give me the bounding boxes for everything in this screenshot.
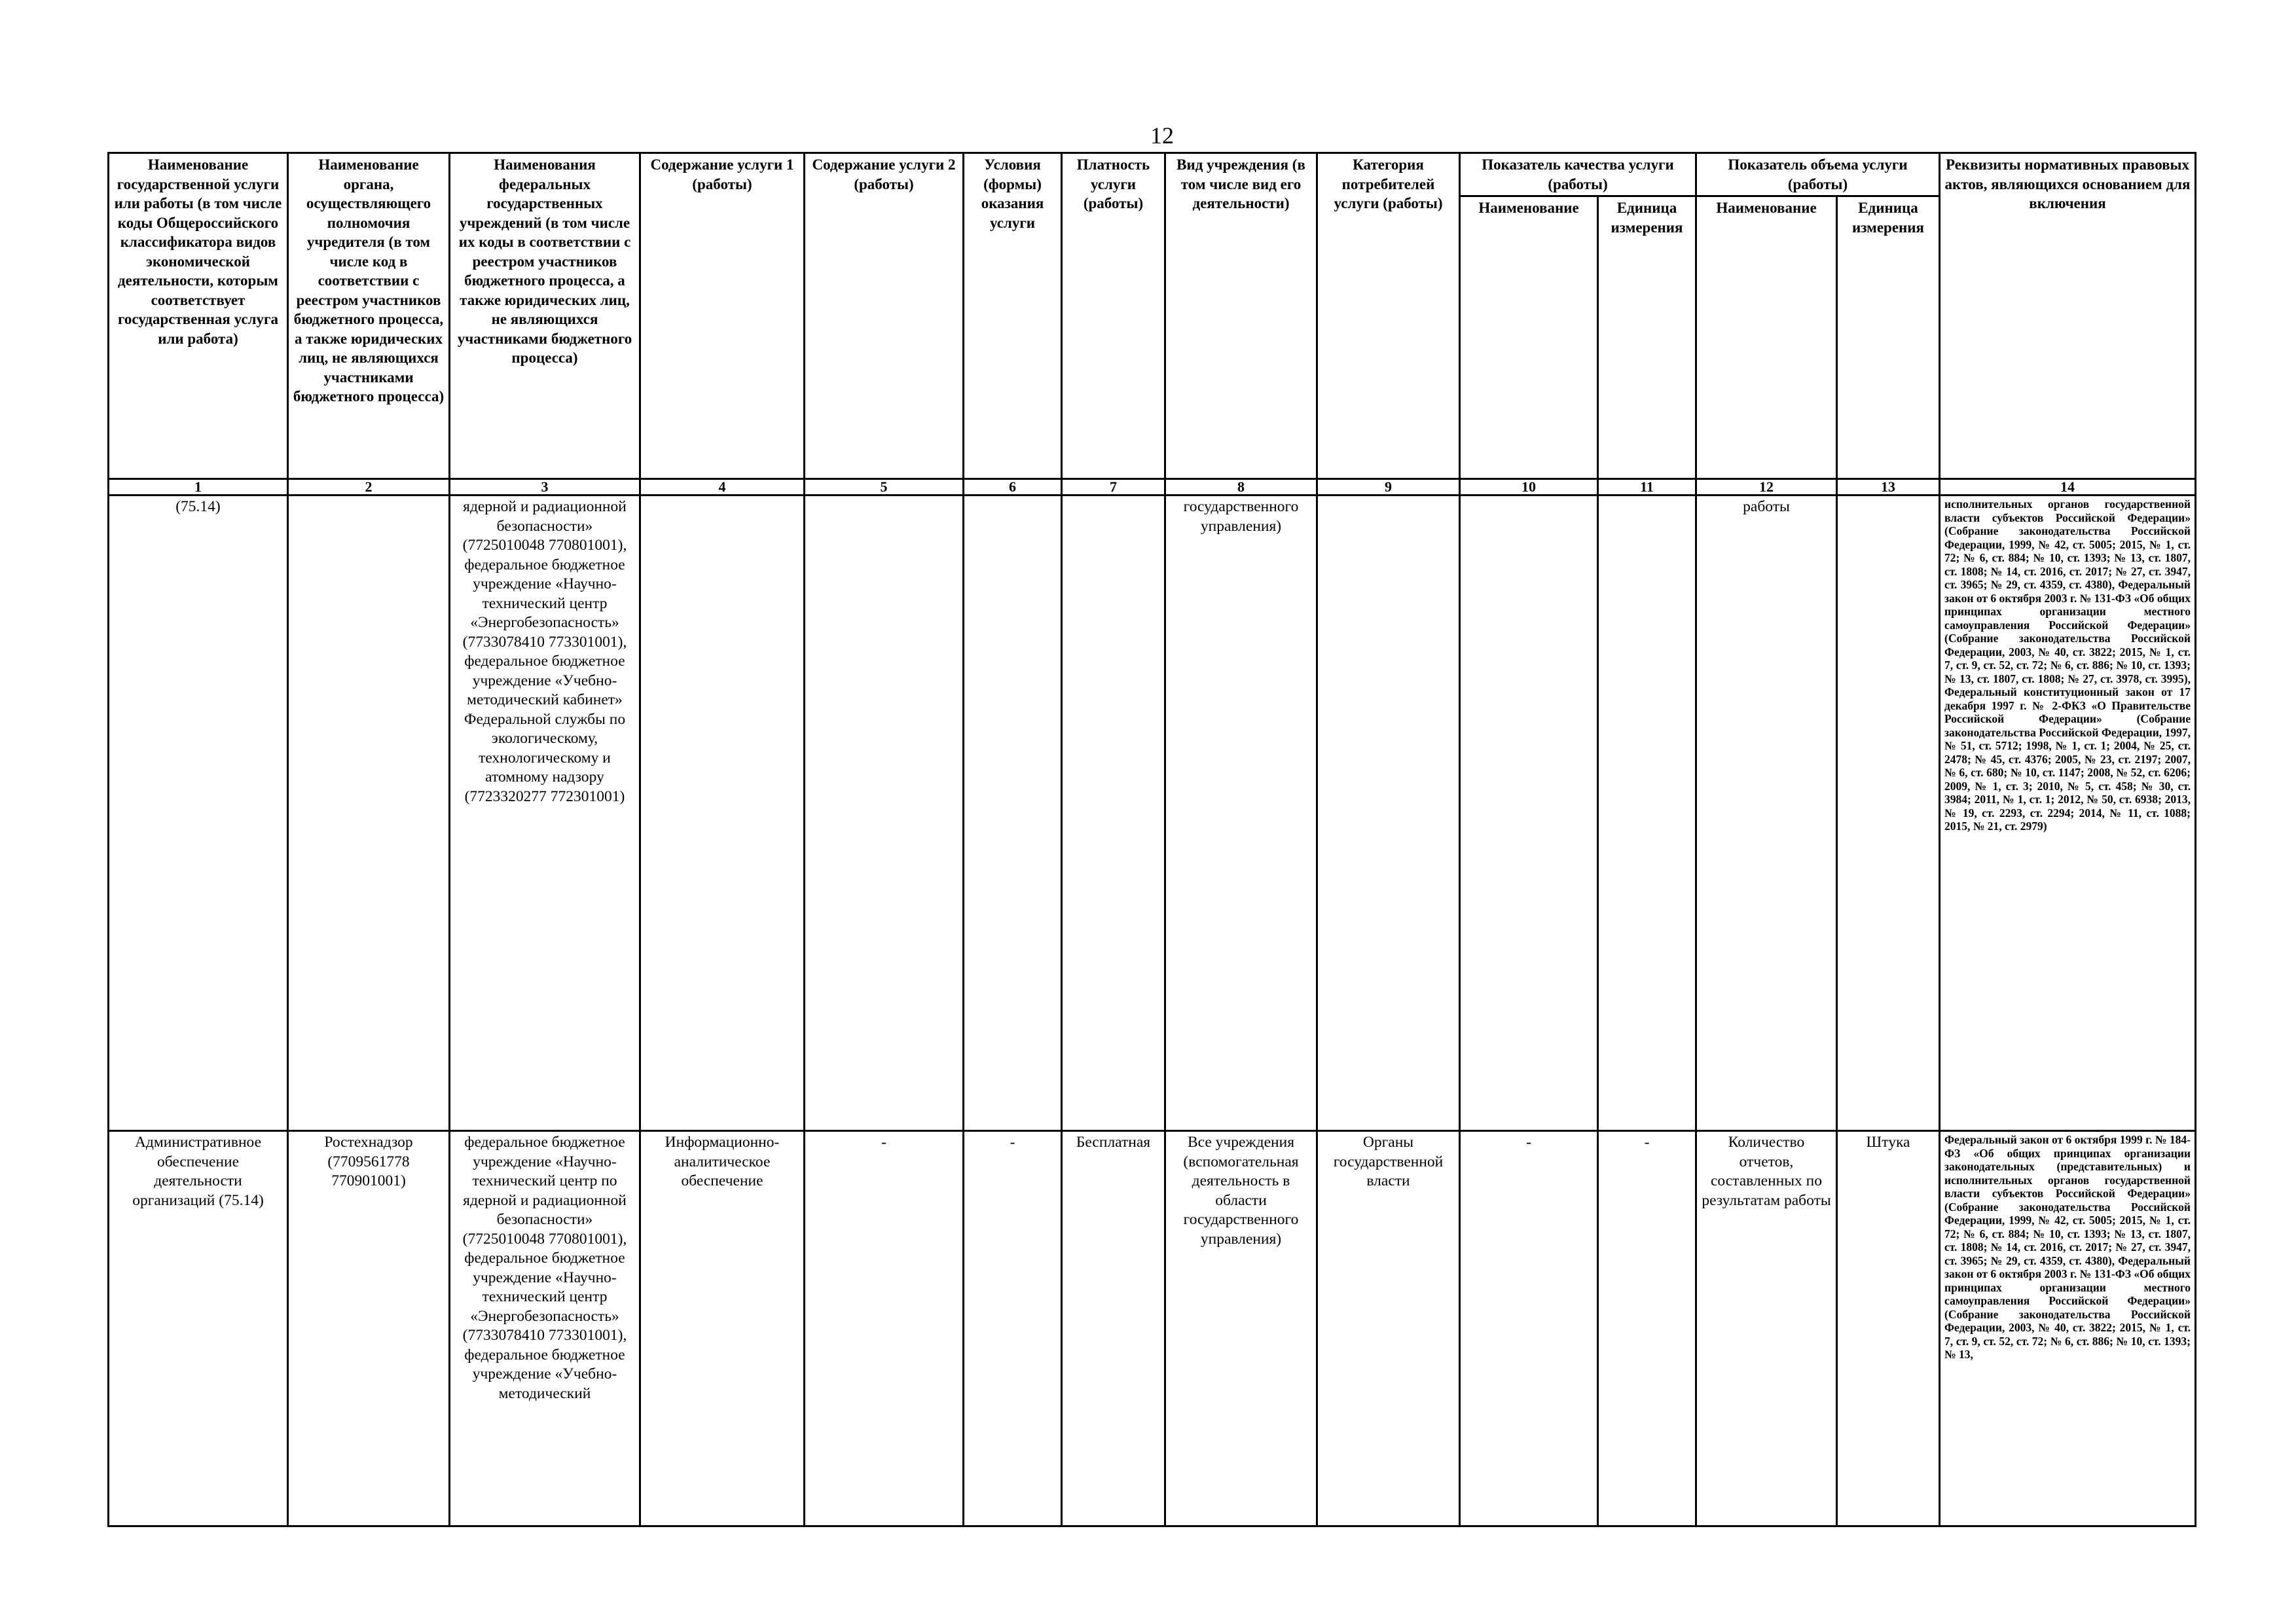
- cell-volume-name: работы: [1696, 496, 1837, 1131]
- cell-service-name: (75.14): [109, 496, 288, 1131]
- column-number: 3: [450, 479, 640, 496]
- header-quality-unit: Единица измерения: [1598, 196, 1696, 479]
- cell-institution-type: государственного управления): [1165, 496, 1317, 1131]
- column-number: 13: [1837, 479, 1940, 496]
- cell-volume-unit: [1837, 496, 1940, 1131]
- header-founder-body: Наименование органа, осуществляющего полномочия учредителя (в том числе код в соответствии с реестром участников бюджетного процесса, а также юридических лиц, не являющихся участниками бюджетного процесса): [288, 153, 450, 479]
- header-legal-acts: Реквизиты нормативных правовых актов, являющихся основанием для включения: [1940, 153, 2196, 479]
- cell-volume-name: Количество отчетов, составленных по результатам работы: [1696, 1131, 1837, 1526]
- header-federal-institutions: Наименования федеральных государственных учреждений (в том числе их коды в соответствии с реестром участников бюджетного процесса, а также юридических лиц, не являющихся участниками бюджетного процесса): [450, 153, 640, 479]
- column-number: 8: [1165, 479, 1317, 496]
- column-number: 9: [1317, 479, 1460, 496]
- cell-payment: Бесплатная: [1062, 1131, 1165, 1526]
- cell-content-1: Информационно-аналитическое обеспечение: [640, 1131, 805, 1526]
- cell-content-1: [640, 496, 805, 1131]
- cell-institution-type: Все учреждения (вспомогательная деятельность в области государственного управления): [1165, 1131, 1317, 1526]
- column-number: 14: [1940, 479, 2196, 496]
- header-conditions: Условия (формы) оказания услуги: [964, 153, 1062, 479]
- header-volume-unit: Единица измерения: [1837, 196, 1940, 479]
- cell-federal-institutions: ядерной и радиационной безопасности» (7725010048 770801001), федеральное бюджетное учреждение «Научно-технический центр «Энергобезопасность» (7733078410 773301001), федеральное бюджетное учреждение «Учебно-методический кабинет» Федеральной службы по экологическому, технологическому и атомному надзору (7723320277 772301001): [450, 496, 640, 1131]
- cell-federal-institutions: федеральное бюджетное учреждение «Научно-технический центр по ядерной и радиационной безопасности» (7725010048 770801001), федеральное бюджетное учреждение «Научно-технический центр «Энергобезопасность» (7733078410 773301001), федеральное бюджетное учреждение «Учебно-методический: [450, 1131, 640, 1526]
- column-number: 6: [964, 479, 1062, 496]
- header-content-1: Содержание услуги 1 (работы): [640, 153, 805, 479]
- column-number: 4: [640, 479, 805, 496]
- column-number: 7: [1062, 479, 1165, 496]
- header-service-name: Наименование государственной услуги или работы (в том числе коды Общероссийского классификатора видов экономической деятельности, которым соответствует государственная услуга или работа): [109, 153, 288, 479]
- services-registry-table: [107, 152, 2196, 1527]
- cell-payment: [1062, 496, 1165, 1131]
- header-volume-indicator: Показатель объема услуги (работы): [1696, 153, 1940, 196]
- column-number-row: [109, 479, 2196, 496]
- column-number: 11: [1598, 479, 1696, 496]
- page-number: 12: [1150, 122, 1174, 149]
- cell-consumer-category: Органы государственной власти: [1317, 1131, 1460, 1526]
- header-row: [109, 153, 2196, 196]
- column-number: 1: [109, 479, 288, 496]
- cell-volume-unit: Штука: [1837, 1131, 1940, 1526]
- cell-content-2: -: [805, 1131, 964, 1526]
- cell-content-2: [805, 496, 964, 1131]
- header-quality-name: Наименование: [1460, 196, 1598, 479]
- header-content-2: Содержание услуги 2 (работы): [805, 153, 964, 479]
- table-row: [109, 496, 2196, 1131]
- cell-quality-unit: -: [1598, 1131, 1696, 1526]
- column-number: 12: [1696, 479, 1837, 496]
- cell-service-name: Административное обеспечение деятельности организаций (75.14): [109, 1131, 288, 1526]
- cell-quality-unit: [1598, 496, 1696, 1131]
- header-institution-type: Вид учреждения (в том числе вид его деятельности): [1165, 153, 1317, 479]
- column-number: 5: [805, 479, 964, 496]
- table-row: [109, 1131, 2196, 1526]
- header-payment: Платность услуги (работы): [1062, 153, 1165, 479]
- cell-consumer-category: [1317, 496, 1460, 1131]
- cell-conditions: -: [964, 1131, 1062, 1526]
- cell-founder-body: [288, 496, 450, 1131]
- cell-conditions: [964, 496, 1062, 1131]
- cell-quality-name: [1460, 496, 1598, 1131]
- header-volume-name: Наименование: [1696, 196, 1837, 479]
- header-quality-indicator: Показатель качества услуги (работы): [1460, 153, 1696, 196]
- cell-legal-acts: исполнительных органов государственной власти субъектов Российской Федерации» (Собрание законодательства Российской Федерации, 1999, № 42, ст. 5005; 2015, № 1, ст. 72; № 6, ст. 884; № 10, ст. 1393; № 13, ст. 1807, ст. 1808; № 14, ст. 2016, ст. 2017; № 27, ст. 3947, ст. 3965; № 29, ст. 4359, ст. 4380), Федеральный закон от 6 октября 2003 г. № 131-ФЗ «Об общих принципах организации местного самоуправления Российской Федерации» (Собрание законодательства Российской Федерации, 2003, № 40, ст. 3822; 2015, № 1, ст. 7, ст. 9, ст. 52, ст. 72; № 6, ст. 886; № 10, ст. 1393; № 13, ст. 1807, ст. 1808; № 27, ст. 3978, ст. 3995), Федеральный конституционный закон от 17 декабря 1997 г. № 2-ФКЗ «О Правительстве Российской Федерации» (Собрание законодательства Российской Федерации, 1997, № 51, ст. 5712; 1998, № 1, ст. 1; 2004, № 25, ст. 2478; № 45, ст. 4376; 2005, № 23, ст. 2197; 2007, № 6, ст. 680; № 10, ст. 1147; 2008, № 52, ст. 6206; 2009, № 1, ст. 3; 2010, № 5, ст. 458; № 30, ст. 3984; 2011, № 1, ст. 1; 2012, № 50, ст. 6938; 2013, № 19, ст. 2293, ст. 2294; 2014, № 11, ст. 1088; 2015, № 21, ст. 2979): [1940, 496, 2196, 1131]
- column-number: 10: [1460, 479, 1598, 496]
- column-number: 2: [288, 479, 450, 496]
- cell-quality-name: -: [1460, 1131, 1598, 1526]
- cell-founder-body: Ростехнадзор (7709561778 770901001): [288, 1131, 450, 1526]
- cell-legal-acts: Федеральный закон от 6 октября 1999 г. № 184-ФЗ «Об общих принципах организации законодательных (представительных) и исполнительных органов государственной власти субъектов Российской Федерации» (Собрание законодательства Российской Федерации, 1999, № 42, ст. 5005; 2015, № 1, ст. 72; № 6, ст. 884; № 10, ст. 1393; № 13, ст. 1807, ст. 1808; № 14, ст. 2016, ст. 2017; № 27, ст. 3947, ст. 3965; № 29, ст. 4359, ст. 4380), Федеральный закон от 6 октября 2003 г. № 131-ФЗ «Об общих принципах организации местного самоуправления Российской Федерации» (Собрание законодательства Российской Федерации, 2003, № 40, ст. 3822; 2015, № 1, ст. 7, ст. 9, ст. 52, ст. 72; № 6, ст. 886; № 10, ст. 1393; № 13,: [1940, 1131, 2196, 1526]
- header-consumer-category: Категория потребителей услуги (работы): [1317, 153, 1460, 479]
